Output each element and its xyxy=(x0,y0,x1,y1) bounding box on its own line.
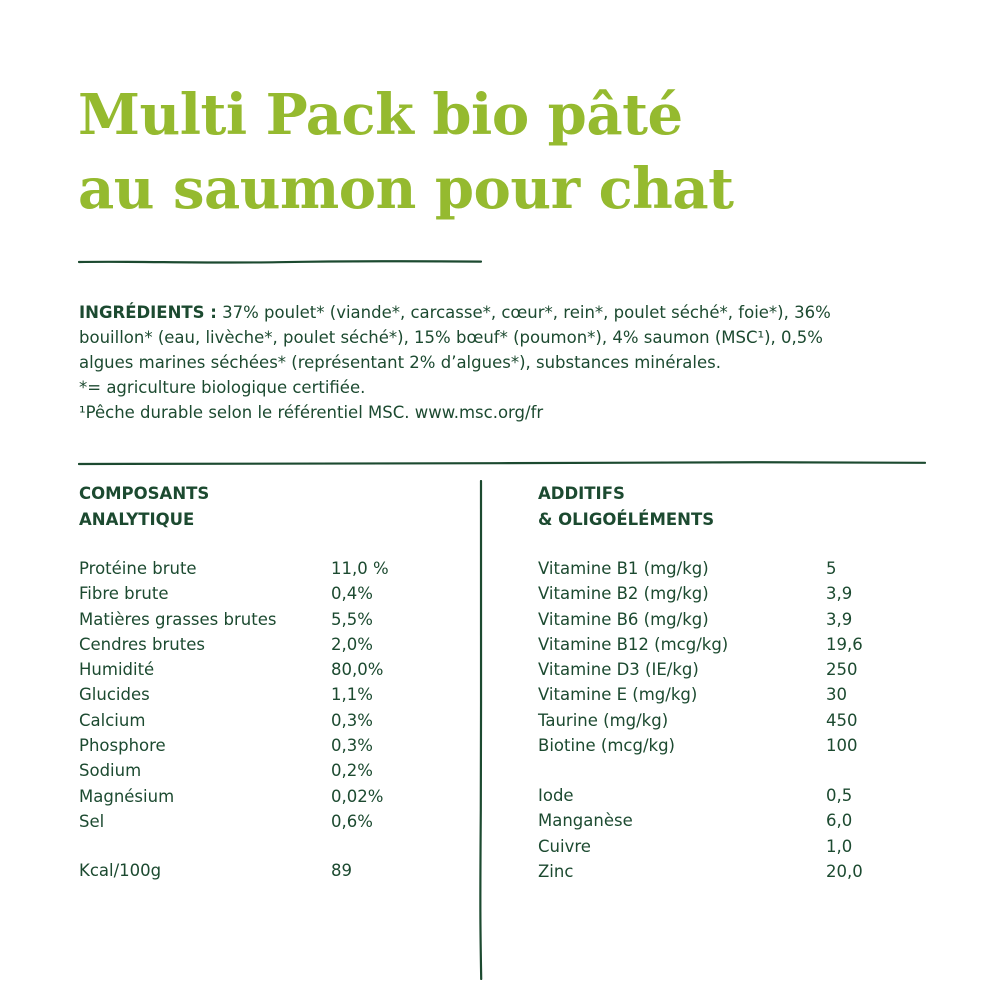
ingredients-line-1 xyxy=(79,300,929,325)
row-value: 20,0 xyxy=(826,861,863,881)
table-row xyxy=(79,858,459,883)
row-label: Fibre brute xyxy=(79,584,169,604)
row-value: 0,3% xyxy=(331,736,373,756)
additives-heading-line-1: ADDITIFS xyxy=(538,484,625,503)
row-label: Vitamine B6 (mg/kg) xyxy=(538,609,709,629)
table-row xyxy=(538,733,938,758)
table-row xyxy=(79,682,459,707)
row-value: 1,0 xyxy=(826,836,853,856)
table-row xyxy=(79,607,459,632)
organic-note: *= agriculture biologique certifiée. xyxy=(79,378,366,397)
trace-elements-table xyxy=(538,783,938,884)
table-row xyxy=(538,581,938,606)
row-label: Protéine brute xyxy=(79,559,197,578)
table-row xyxy=(538,708,938,733)
row-value: 0,5 xyxy=(826,786,853,805)
row-value: 3,9 xyxy=(826,609,853,629)
table-row xyxy=(79,733,459,758)
row-label: Sodium xyxy=(79,761,142,781)
row-value: 0,3% xyxy=(331,710,373,730)
table-row xyxy=(538,808,938,833)
column-divider xyxy=(476,480,486,980)
row-label: Cuivre xyxy=(538,836,591,856)
row-label: Vitamine B1 (mg/kg) xyxy=(538,559,709,578)
row-label: Biotine (mcg/kg) xyxy=(538,736,675,756)
row-value: 6,0 xyxy=(826,811,853,831)
row-value: 5,5% xyxy=(331,609,373,629)
row-label: Cendres brutes xyxy=(79,634,205,654)
row-value: 30 xyxy=(826,685,847,705)
row-value: 19,6 xyxy=(826,634,863,654)
table-row xyxy=(79,784,459,809)
table-row xyxy=(538,783,938,808)
additives-heading xyxy=(538,481,714,533)
table-row xyxy=(538,682,938,707)
row-label: Vitamine D3 (IE/kg) xyxy=(538,660,699,680)
row-value: 80,0% xyxy=(331,660,384,680)
energy-table xyxy=(79,858,459,883)
table-row xyxy=(79,632,459,657)
table-row xyxy=(79,708,459,733)
product-title-line-1: Multi Pack bio pâté xyxy=(78,82,683,148)
table-row xyxy=(538,556,938,581)
title-underline xyxy=(78,258,482,266)
msc-note: ¹Pêche durable selon le référentiel MSC. www.msc.org/fr xyxy=(79,403,544,422)
row-label: Vitamine B2 (mg/kg) xyxy=(538,584,709,604)
row-label: Magnésium xyxy=(79,786,175,806)
table-row xyxy=(538,632,938,657)
row-label: Vitamine B12 (mcg/kg) xyxy=(538,634,729,654)
ingredients-text-1: 37% poulet* (viande*, carcasse*, cœur*, rein*, poulet séché*, foie*), 36% xyxy=(216,303,831,322)
product-title xyxy=(78,78,958,226)
energy-name: Kcal/100g xyxy=(79,861,162,880)
row-value: 450 xyxy=(826,710,858,730)
row-label: Sel xyxy=(79,811,105,831)
ingredients-line-2: bouillon* (eau, livèche*, poulet séché*), 15% bœuf* (poumon*), 4% saumon (MSC¹), 0,5% xyxy=(79,328,823,347)
row-label: Humidité xyxy=(79,660,155,680)
row-value: 1,1% xyxy=(331,685,373,705)
row-value: 2,0% xyxy=(331,634,373,654)
row-value: 0,6% xyxy=(331,811,373,831)
row-value: 0,2% xyxy=(331,761,373,781)
row-label: Calcium xyxy=(79,710,146,730)
row-label: Taurine (mg/kg) xyxy=(538,710,669,730)
ingredients-line-3: algues marines séchées* (représentant 2% d’algues*), substances minérales. xyxy=(79,353,721,372)
row-value: 0,02% xyxy=(331,786,384,806)
row-value: 0,4% xyxy=(331,584,373,604)
row-value: 250 xyxy=(826,660,858,680)
row-label: Iode xyxy=(538,786,574,805)
table-row xyxy=(79,758,459,783)
row-value: 3,9 xyxy=(826,584,853,604)
row-label: Glucides xyxy=(79,685,150,705)
analytical-heading xyxy=(79,481,209,533)
table-row xyxy=(538,834,938,859)
row-value: 11,0 % xyxy=(331,559,389,578)
table-row xyxy=(79,581,459,606)
ingredients-label: INGRÉDIENTS : xyxy=(79,303,217,322)
analytical-heading-line-2: ANALYTIQUE xyxy=(79,510,195,529)
section-divider xyxy=(78,458,926,468)
table-row xyxy=(79,657,459,682)
row-value: 100 xyxy=(826,736,858,756)
row-label: Matières grasses brutes xyxy=(79,609,277,629)
additives-heading-line-2: & OLIGOÉLÉMENTS xyxy=(538,510,715,529)
row-label: Zinc xyxy=(538,861,574,881)
vitamins-table xyxy=(538,556,938,758)
table-row xyxy=(79,556,459,581)
row-label: Manganèse xyxy=(538,811,633,831)
analytical-table xyxy=(79,556,459,834)
table-row xyxy=(538,607,938,632)
row-value: 5 xyxy=(826,559,837,578)
energy-value: 89 xyxy=(331,861,352,880)
analytical-heading-line-1: COMPOSANTS xyxy=(79,484,210,503)
ingredients-block xyxy=(79,300,929,425)
table-row xyxy=(79,809,459,834)
row-label: Phosphore xyxy=(79,736,166,756)
product-title-line-2: au saumon pour chat xyxy=(78,156,734,222)
table-row xyxy=(538,657,938,682)
table-row xyxy=(538,859,938,884)
row-label: Vitamine E (mg/kg) xyxy=(538,685,698,705)
